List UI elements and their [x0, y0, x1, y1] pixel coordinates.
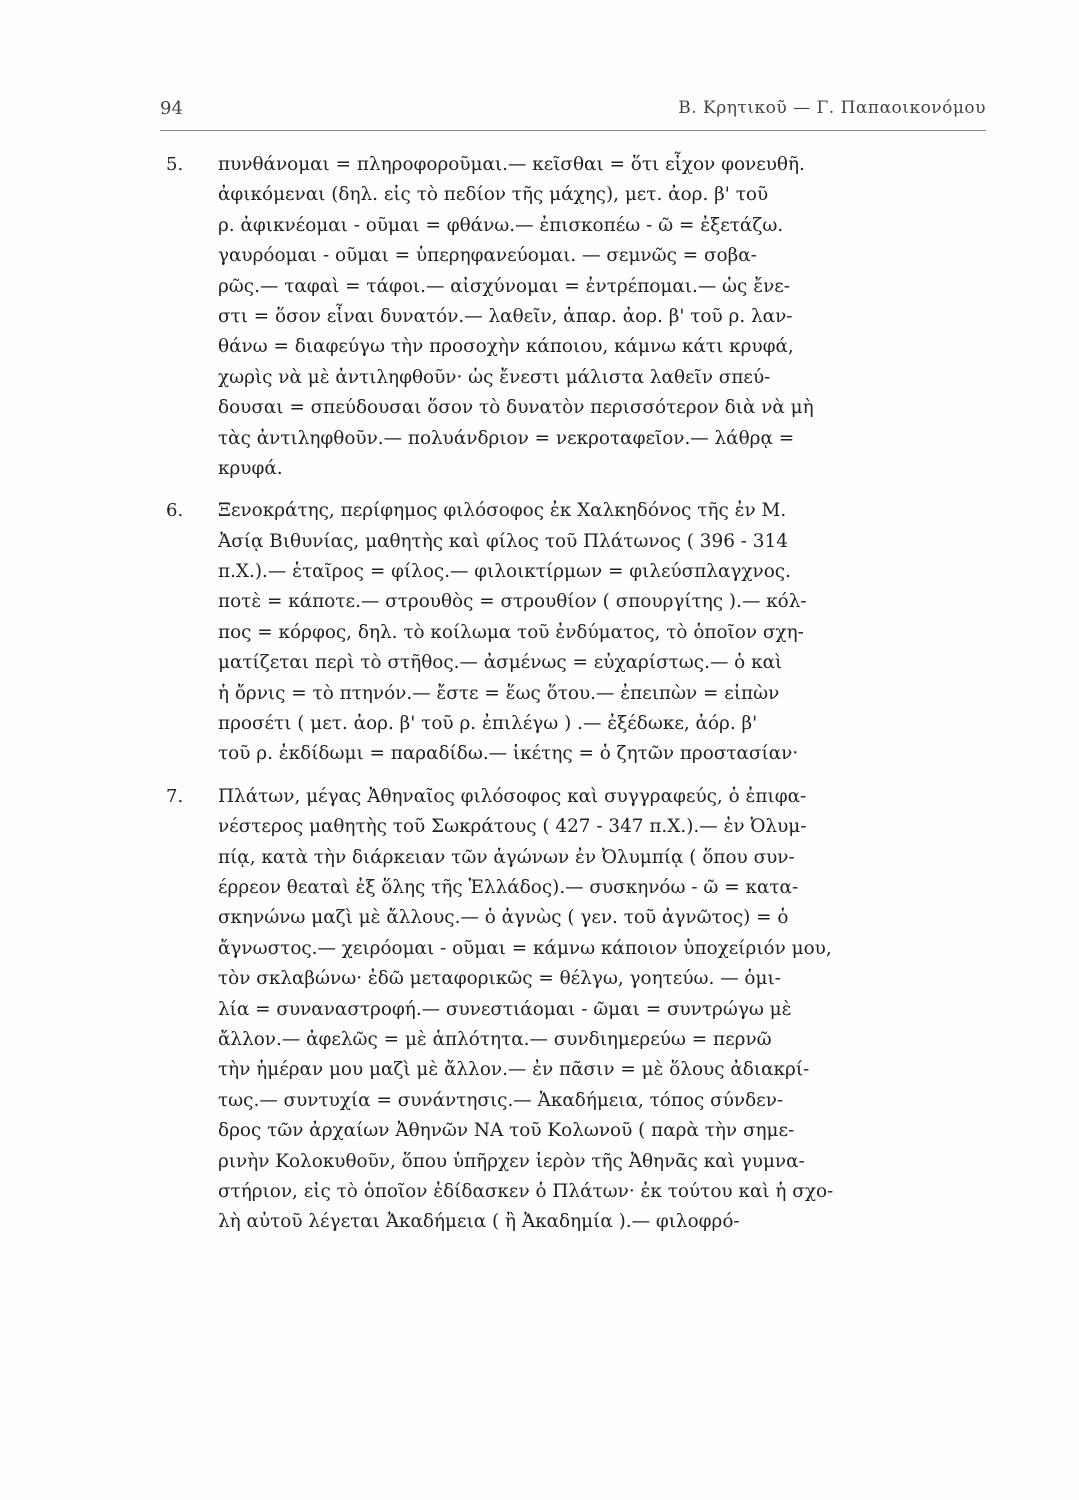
note-text [218, 496, 990, 770]
text-line: Ἀσίᾳ Βιθυνίας, μαθητὴς καὶ φίλος τοῦ Πλάτωνος ( 396 - 314 [218, 530, 788, 552]
text-line: δουσαι = σπεύδουσαι ὅσον τὸ δυνατὸν περισσότερον διὰ νὰ μὴ [218, 397, 814, 419]
text-line: πυνθάνομαι = πληροφοροῦμαι.— κεῖσθαι = ὅτι εἶχον φονευθῆ. [218, 154, 805, 175]
text-line: νέστερος μαθητὴς τοῦ Σωκράτους ( 427 - 347 π.Χ.).— ἐν Ὀλυμ- [218, 816, 807, 838]
text-line: έρρεον θεαταὶ ἐξ ὅλης τῆς Ἑλλάδος).— συσκηνόω - ῶ = κατα- [218, 876, 799, 898]
text-line: θάνω = διαφεύγω τὴν προσοχὴν κάποιου, κάμνω κάτι κρυφά, [218, 336, 794, 358]
text-line: ἄγνωστος.— χειρόομαι - οῦμαι = κάμνω κάποιον ὑποχείριόν μου, [218, 937, 832, 959]
text-line: κρυφά. [218, 457, 283, 479]
page-header [160, 98, 986, 128]
text-line: ἄλλον.— ἀφελῶς = μὲ ἁπλότητα.— συνδιημερεύω = περνῶ [218, 1028, 772, 1050]
text-line: ρινὴν Κολοκυθοῦν, ὅπου ὑπῆρχεν ἱερὸν τῆς Ἀθηνᾶς καὶ γυμνα- [218, 1150, 805, 1172]
text-line: π.Χ.).— ἑταῖρος = φίλος.— φιλοικτίρμων = φιλεύσπλαγχνος. [218, 561, 791, 583]
note-number: 5. [166, 154, 184, 175]
note-text [218, 150, 990, 484]
text-line: λία = συναναστροφή.— συνεστιάομαι - ῶμαι = συντρώγω μὲ [218, 998, 792, 1020]
notes-body [160, 150, 990, 1250]
text-line: λὴ αὐτοῦ λέγεται Ἀκαδήμεια ( ἢ Ἀκαδημία ).— φιλοφρό- [218, 1211, 740, 1233]
text-line: δρος τῶν ἀρχαίων Ἀθηνῶν ΝΑ τοῦ Κολωνοῦ ( παρὰ τὴν σημε- [218, 1120, 795, 1142]
text-line: χωρὶς νὰ μὲ ἀντιληφθοῦν· ὡς ἔνεστι μάλιστα λαθεῖν σπεύ- [218, 366, 771, 388]
text-line: Ξενοκράτης, περίφημος φιλόσοφος ἐκ Χαλκηδόνος τῆς ἐν Μ. [218, 500, 787, 522]
text-line: σκηνώνω μαζὶ μὲ ἄλλους.— ὁ ἀγνὼς ( γεν. τοῦ ἀγνῶτος) = ὁ [218, 907, 789, 929]
text-line: πος = κόρφος, δηλ. τὸ κοίλωμα τοῦ ἐνδύματος, τὸ ὁποῖον σχη- [218, 621, 804, 643]
text-line: τως.— συντυχία = συνάντησις.— Ἀκαδήμεια, τόπος σύνδεν- [218, 1089, 784, 1111]
text-line: πίᾳ, κατὰ τὴν διάρκειαν τῶν ἀγώνων ἐν Ὀλυμπίᾳ ( ὅπου συν- [218, 846, 795, 868]
running-title: Β. Κρητικοῦ — Γ. Παπαοικονόμου [678, 98, 986, 118]
text-line: προσέτι ( μετ. ἀορ. β' τοῦ ρ. ἐπιλέγω ) .— ἐξέδωκε, ἀόρ. β' [218, 713, 758, 735]
note-5 [160, 150, 990, 484]
page-number: 94 [160, 98, 183, 119]
text-line: ρῶς.— ταφαὶ = τάφοι.— αἰσχύνομαι = ἐντρέπομαι.— ὡς ἔνε- [218, 275, 790, 297]
text-line: ποτὲ = κάποτε.— στρουθὸς = στρουθίον ( σπουργίτης ).— κόλ- [218, 591, 807, 613]
text-line: ματίζεται περὶ τὸ στῆθος.— ἀσμένως = εὐχαρίστως.— ὁ καὶ [218, 652, 783, 674]
header-rule [160, 130, 986, 131]
text-line: τοῦ ρ. ἐκδίδωμι = παραδίδω.— ἱκέτης = ὁ ζητῶν προστασίαν· [218, 743, 799, 765]
text-line: Πλάτων, μέγας Ἀθηναῖος φιλόσοφος καὶ συγγραφεύς, ὁ ἐπιφα- [218, 785, 807, 807]
note-7 [160, 782, 990, 1238]
text-line: στήριον, εἰς τὸ ὁποῖον ἐδίδασκεν ὁ Πλάτων· ἐκ τούτου καὶ ἡ σχο- [218, 1180, 834, 1202]
note-6 [160, 496, 990, 770]
text-line: ἀφικόμεναι (δηλ. εἰς τὸ πεδίον τῆς μάχης), μετ. ἀορ. β' τοῦ [218, 184, 769, 206]
note-number: 7. [166, 785, 184, 807]
note-text [218, 782, 990, 1238]
text-line: τὰς ἀντιληφθοῦν.— πολυάνδριον = νεκροταφεῖον.— λάθρᾳ = [218, 427, 795, 449]
text-line: τὸν σκλαβώνω· ἐδῶ μεταφορικῶς = θέλγω, γοητεύω. — ὁμι- [218, 968, 781, 990]
text-line: τὴν ἡμέραν μου μαζὶ μὲ ἄλλον.— ἐν πᾶσιν = μὲ ὅλους ἀδιακρί- [218, 1059, 810, 1081]
text-line: στι = ὅσον εἶναι δυνατόν.— λαθεῖν, ἀπαρ. ἀορ. β' τοῦ ρ. λαν- [218, 305, 793, 327]
text-line: ρ. ἀφικνέομαι - οῦμαι = φθάνω.— ἐπισκοπέω - ῶ = ἐξετάζω. [218, 214, 784, 236]
note-number: 6. [166, 500, 184, 522]
text-line: ἡ ὄρνις = τὸ πτηνόν.— ἔστε = ἕως ὅτου.— ἐπειπὼν = εἰπὼν [218, 682, 780, 704]
text-line: γαυρόομαι - οῦμαι = ὑπερηφανεύομαι. — σεμνῶς = σοβα- [218, 245, 757, 267]
